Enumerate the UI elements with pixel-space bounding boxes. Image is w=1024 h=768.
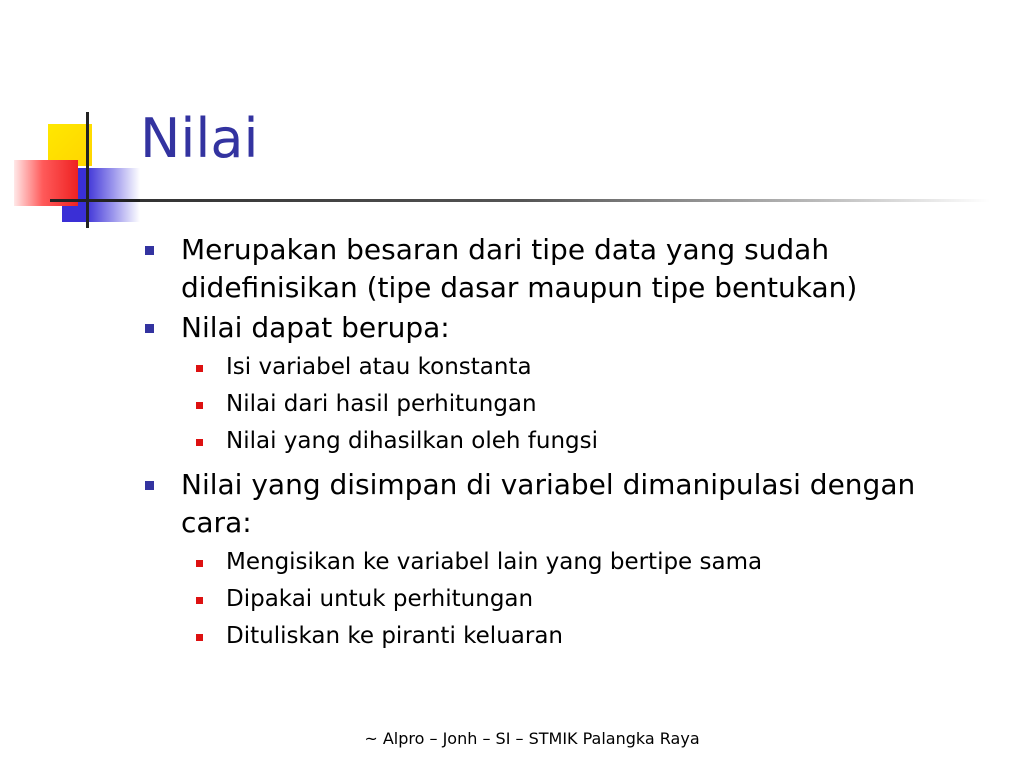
red-square-bullet-icon xyxy=(196,365,203,372)
slide-body xyxy=(0,231,1024,661)
title-divider xyxy=(140,199,990,202)
logo-vertical-line xyxy=(86,112,89,228)
slide-footer: ~ Alpro – Jonh – SI – STMIK Palangka Raya xyxy=(364,729,700,748)
sub-bullet-text: Dipakai untuk perhitungan xyxy=(226,586,534,612)
list-item xyxy=(0,231,1024,307)
sub-list-item xyxy=(181,349,984,386)
bullet-text: Nilai dapat berupa: xyxy=(181,311,450,344)
sub-bullet-text: Nilai yang dihasilkan oleh fungsi xyxy=(226,428,599,454)
sub-list-item xyxy=(181,618,984,655)
sub-list-item xyxy=(181,544,984,581)
slide-title: Nilai xyxy=(140,107,259,170)
logo-horizontal-line xyxy=(50,199,140,202)
red-square-bullet-icon xyxy=(196,439,203,446)
sub-list-item xyxy=(181,581,984,618)
sub-list-item xyxy=(181,386,984,423)
red-square-bullet-icon xyxy=(196,402,203,409)
sub-list-item xyxy=(181,423,984,460)
sub-bullet-list xyxy=(181,544,984,655)
list-item xyxy=(0,466,1024,655)
bullet-text: Merupakan besaran dari tipe data yang sudah didefinisikan (tipe dasar maupun tipe bentukan) xyxy=(181,233,858,304)
bullet-text: Nilai yang disimpan di variabel dimanipulasi dengan cara: xyxy=(181,468,916,539)
red-square-bullet-icon xyxy=(196,634,203,641)
sub-bullet-text: Isi variabel atau konstanta xyxy=(226,354,532,380)
sub-bullet-list xyxy=(181,349,984,460)
color-blocks-logo xyxy=(0,0,140,240)
bullet-list xyxy=(0,231,1024,655)
red-square-bullet-icon xyxy=(196,597,203,604)
sub-bullet-text: Dituliskan ke piranti keluaran xyxy=(226,623,563,649)
sub-bullet-text: Nilai dari hasil perhitungan xyxy=(226,391,537,417)
blue-square-bullet-icon xyxy=(145,324,154,333)
sub-bullet-text: Mengisikan ke variabel lain yang bertipe sama xyxy=(226,549,763,575)
list-item xyxy=(0,309,1024,460)
red-square-bullet-icon xyxy=(196,560,203,567)
blue-square-bullet-icon xyxy=(145,481,154,490)
blue-square-bullet-icon xyxy=(145,246,154,255)
